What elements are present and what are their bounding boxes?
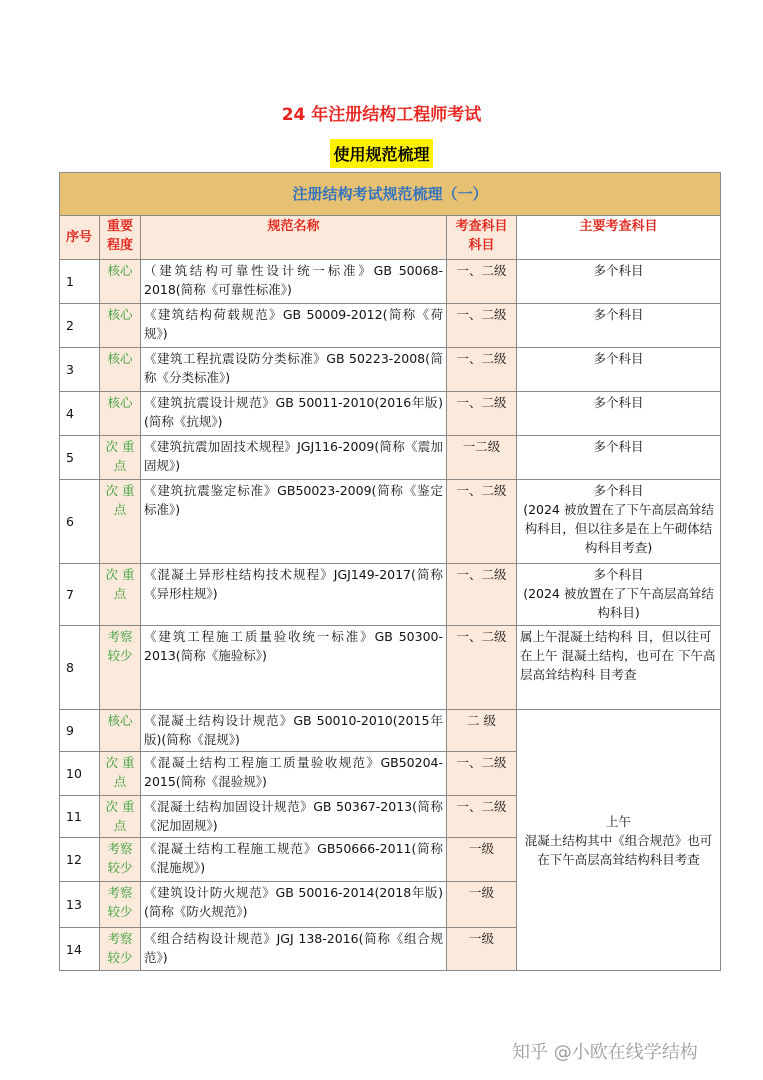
watermark: 知乎 @小欧在线学结构 <box>512 1042 698 1063</box>
row-level: 一、二级 <box>447 348 517 392</box>
header-main-subject: 主要考查科目 <box>517 216 721 260</box>
row-importance: 核心 <box>100 392 141 436</box>
row-main-subject: 属上午混凝土结构科 目，但以往可在上午 混凝土结构，也可在 下午高层高耸结构科 目考查 <box>517 626 721 710</box>
table-row <box>60 348 721 392</box>
row-standard-name: 《混凝土异形柱结构技术规程》JGJ149-2017(简称《异形柱规》) <box>141 564 447 626</box>
table-banner: 注册结构考试规范梳理（一） <box>60 173 721 216</box>
header-level: 考查科目科目 <box>447 216 517 260</box>
row-level: 一级 <box>447 882 517 928</box>
merged-main-subject: 上午 混凝土结构其中《组合规范》也可在下午高层高耸结构科目考查 <box>517 710 721 971</box>
row-standard-name: 《建筑工程抗震设防分类标准》GB 50223-2008(简称《分类标准》) <box>141 348 447 392</box>
row-main-subject: 多个科目 <box>517 348 721 392</box>
row-index: 3 <box>60 348 100 392</box>
table-row <box>60 304 721 348</box>
row-level: 一、二级 <box>447 796 517 838</box>
row-standard-name: 《建筑抗震设计规范》GB 50011-2010(2016年版)(简称《抗规》) <box>141 392 447 436</box>
row-standard-name: 《混凝土结构设计规范》GB 50010-2010(2015年版)(简称《混规》) <box>141 710 447 752</box>
row-index: 2 <box>60 304 100 348</box>
row-level: 一级 <box>447 928 517 971</box>
row-standard-name: 《建筑设计防火规范》GB 50016-2014(2018年版)(简称《防火规范》) <box>141 882 447 928</box>
row-importance: 次 重点 <box>100 480 141 564</box>
row-main-subject: 多个科目 (2024 被放置在了下午高层高耸结构科目，但以往多是在上午砌体结构科目考查) <box>517 480 721 564</box>
row-index: 9 <box>60 710 100 752</box>
row-standard-name: 《混凝土结构工程施工规范》GB50666-2011(简称《混施规》) <box>141 838 447 882</box>
row-importance: 考察较少 <box>100 928 141 971</box>
row-index: 11 <box>60 796 100 838</box>
row-importance: 核心 <box>100 304 141 348</box>
row-index: 4 <box>60 392 100 436</box>
row-level: 一级 <box>447 838 517 882</box>
row-importance: 核心 <box>100 710 141 752</box>
header-importance: 重要程度 <box>100 216 141 260</box>
row-importance: 次 重点 <box>100 436 141 480</box>
header-name: 规范名称 <box>141 216 447 260</box>
row-index: 12 <box>60 838 100 882</box>
row-level: 二 级 <box>447 710 517 752</box>
row-level: 一、二级 <box>447 752 517 796</box>
row-main-subject: 多个科目 <box>517 392 721 436</box>
row-standard-name: 《混凝土结构加固设计规范》GB 50367-2013(简称《泥加固规》) <box>141 796 447 838</box>
row-standard-name: 《建筑抗震加固技术规程》JGJ116-2009(简称《震加固规》) <box>141 436 447 480</box>
page-subtitle: 使用规范梳理 <box>330 139 432 168</box>
table-body <box>60 260 721 971</box>
row-level: 一、二级 <box>447 480 517 564</box>
row-main-subject: 多个科目 <box>517 260 721 304</box>
row-importance: 考察较少 <box>100 838 141 882</box>
table-row <box>60 710 721 752</box>
row-standard-name: 《组合结构设计规范》JGJ 138-2016(简称《组合规范》) <box>141 928 447 971</box>
row-main-subject: 多个科目 (2024 被放置在了下午高层高耸结构科目) <box>517 564 721 626</box>
row-index: 6 <box>60 480 100 564</box>
row-index: 5 <box>60 436 100 480</box>
row-index: 13 <box>60 882 100 928</box>
row-index: 10 <box>60 752 100 796</box>
row-importance: 考察较少 <box>100 882 141 928</box>
row-index: 8 <box>60 626 100 710</box>
row-standard-name: 《混凝土结构工程施工质量验收规范》GB50204-2015(简称《混验规》) <box>141 752 447 796</box>
table-row <box>60 480 721 564</box>
row-standard-name: 《建筑抗震鉴定标准》GB50023-2009(简称《鉴定标准》) <box>141 480 447 564</box>
row-main-subject: 多个科目 <box>517 436 721 480</box>
row-level: 一二级 <box>447 436 517 480</box>
subtitle-wrap <box>0 139 763 168</box>
table-row <box>60 260 721 304</box>
row-index: 14 <box>60 928 100 971</box>
row-index: 7 <box>60 564 100 626</box>
row-importance: 次 重点 <box>100 564 141 626</box>
table-row <box>60 564 721 626</box>
row-level: 一、二级 <box>447 304 517 348</box>
row-importance: 次 重点 <box>100 796 141 838</box>
row-importance: 次 重点 <box>100 752 141 796</box>
row-importance: 核心 <box>100 260 141 304</box>
table-row <box>60 392 721 436</box>
row-level: 一、二级 <box>447 260 517 304</box>
row-standard-name: 《建筑结构荷载规范》GB 50009-2012(简称《荷规》) <box>141 304 447 348</box>
row-level: 一、二级 <box>447 564 517 626</box>
row-importance: 考察较少 <box>100 626 141 710</box>
row-level: 一、二级 <box>447 392 517 436</box>
header-index: 序号 <box>60 216 100 260</box>
row-main-subject: 多个科目 <box>517 304 721 348</box>
row-importance: 核心 <box>100 348 141 392</box>
table-row <box>60 626 721 710</box>
table-row <box>60 436 721 480</box>
row-index: 1 <box>60 260 100 304</box>
page-title: 24 年注册结构工程师考试 <box>281 105 482 125</box>
standards-table <box>59 172 721 971</box>
row-level: 一、二级 <box>447 626 517 710</box>
row-standard-name: （建筑结构可靠性设计统一标准》GB 50068-2018(简称《可靠性标准》) <box>141 260 447 304</box>
row-standard-name: 《建筑工程施工质量验收统一标准》GB 50300-2013(简称《施验标》) <box>141 626 447 710</box>
